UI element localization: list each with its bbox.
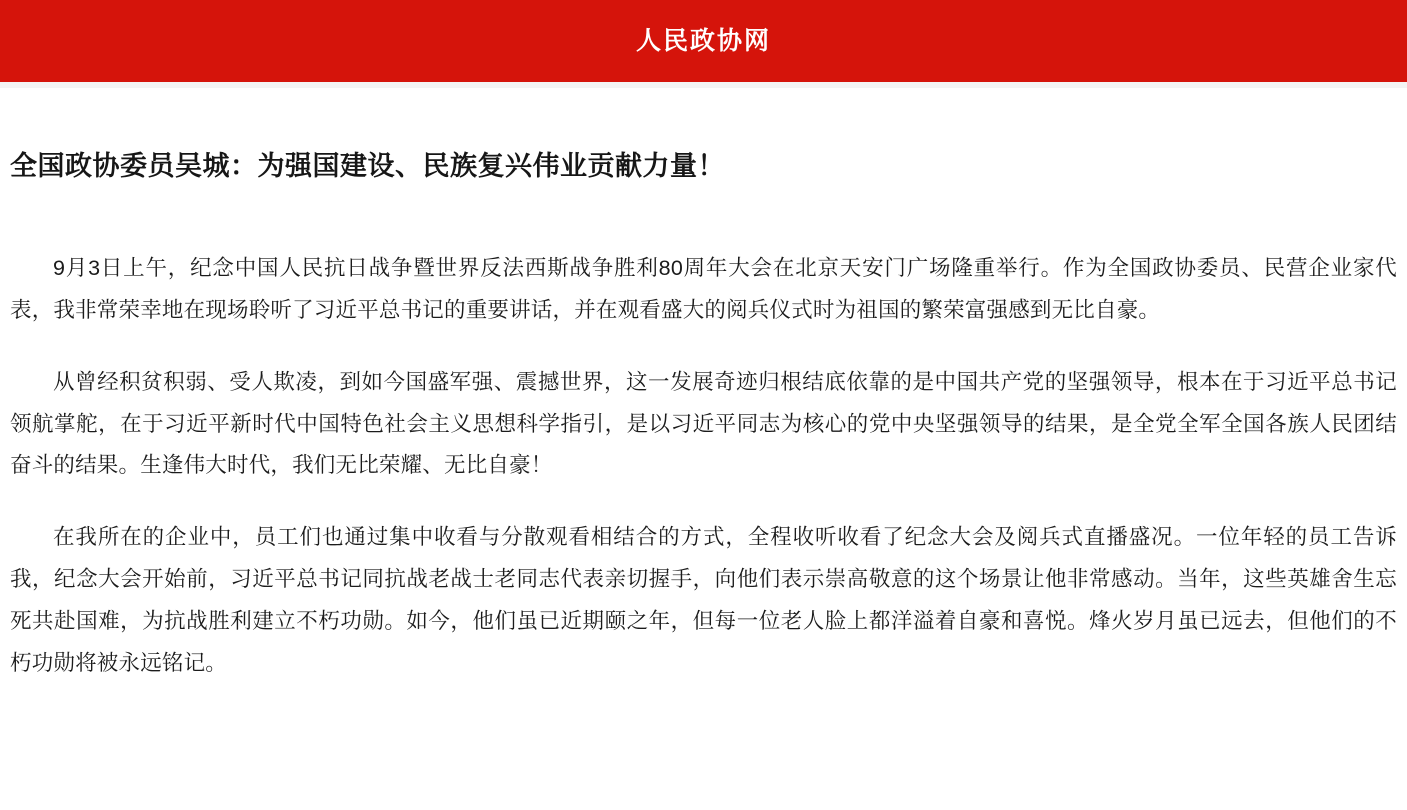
site-title: 人民政协网 xyxy=(635,26,771,55)
article-paragraph: 从曾经积贫积弱、受人欺凌，到如今国盛军强、震撼世界，这一发展奇迹归根结底依靠的是中国共产党的坚强领导，根本在于习近平总书记领航掌舵，在于习近平新时代中国特色社会主义思想科学指引，是以习近平同志为核心的党中央坚强领导的结果，是全党全军全国各族人民团结奋斗的结果。生逢伟大时代，我们无比荣耀、无比自豪！ xyxy=(10,369,1397,478)
article-paragraph: 在我所在的企业中，员工们也通过集中收看与分散观看相结合的方式，全程收听收看了纪念大会及阅兵式直播盛况。一位年轻的员工告诉我，纪念大会开始前，习近平总书记同抗战老战士老同志代表亲切握手，向他们表示崇高敬意的这个场景让他非常感动。当年，这些英雄舍生忘死共赴国难，为抗战胜利建立不朽功勋。如今，他们虽已近期颐之年，但每一位老人脸上都洋溢着自豪和喜悦。烽火岁月虽已远去，但他们的不朽功勋将被永远铭记。 xyxy=(10,525,1397,676)
article-body xyxy=(10,186,1397,685)
site-header xyxy=(0,0,1407,82)
article-paragraph: 9月3日上午，纪念中国人民抗日战争暨世界反法西斯战争胜利80周年大会在北京天安门广场隆重举行。作为全国政协委员、民营企业家代表，我非常荣幸地在现场聆听了习近平总书记的重要讲话，并在观看盛大的阅兵仪式时为祖国的繁荣富强感到无比自豪。 xyxy=(10,255,1397,322)
page-title: 全国政协委员吴城：为强国建设、民族复兴伟业贡献力量！ xyxy=(10,151,725,181)
article-container xyxy=(0,88,1407,685)
